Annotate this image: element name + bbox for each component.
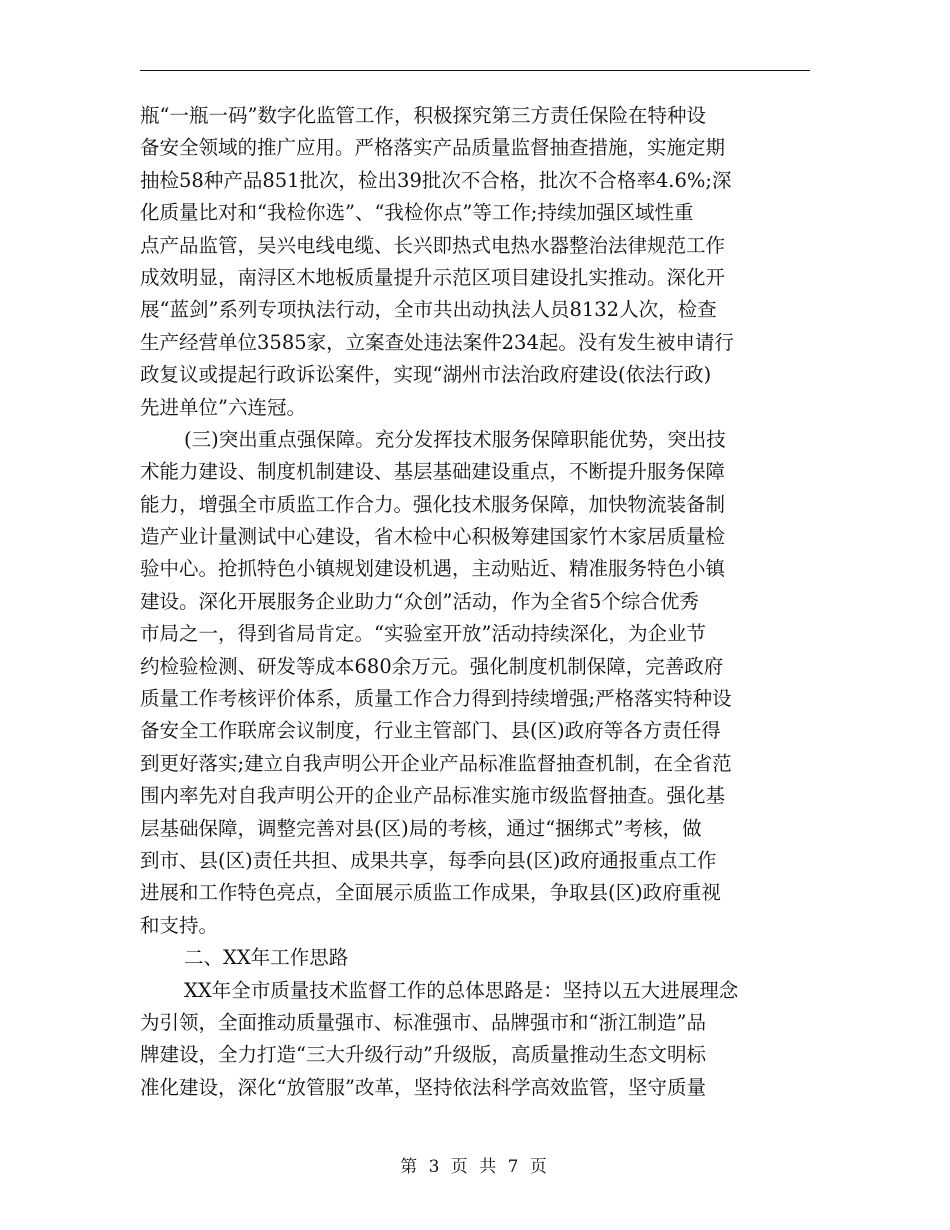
text-line: 能力，增强全市质监工作合力。强化技术服务保障，加快物流装备制: [140, 492, 726, 516]
text-line: 进展和工作特色亮点，全面展示质监工作成果，争取县(区)政府重视: [140, 881, 721, 905]
text-line: 抽检58种产品851批次，检出39批次不合格，批次不合格率4.6%;深: [140, 168, 732, 192]
text-line: 化质量比对和“我检你选”、“我检你点”等工作;持续加强区域性重: [140, 201, 694, 225]
text-line: 为引领，全面推动质量强市、标准强市、品牌强市和“浙江制造”品: [140, 1010, 706, 1034]
text-line: 瓶“一瓶一码”数字化监管工作，积极探究第三方责任保险在特种设: [140, 104, 706, 127]
header-rule: [140, 70, 810, 71]
text-line: 市局之一，得到省局肯定。“实验室开放”活动持续深化，为企业节: [140, 622, 706, 646]
text-line: 层基础保障，调整完善对县(区)局的考核，通过“捆绑式”考核，做: [140, 816, 702, 840]
text-line: 到更好落实;建立自我声明公开企业产品标准监督抽查机制，在全省范: [140, 751, 732, 775]
text-line: 二、XX年工作思路: [184, 946, 349, 970]
text-line: 牌建设，全力打造“三大升级行动”升级版，高质量推动生态文明标: [140, 1043, 706, 1067]
text-line: 先进单位”六连冠。: [140, 395, 306, 419]
text-line: 政复议或提起行政诉讼案件，实现“湖州市法治政府建设(依法行政): [140, 363, 712, 387]
text-line: 验中心。抢抓特色小镇规划建设机遇，主动贴近、精准服务特色小镇: [140, 557, 726, 581]
text-line: 点产品监管，吴兴电线电缆、长兴即热式电热水器整治法律规范工作: [140, 233, 726, 257]
text-line: 生产经营单位3585家，立案查处违法案件234起。没有发生被申请行: [140, 330, 734, 354]
text-line: 和支持。: [140, 913, 219, 937]
text-line: 备安全领域的推广应用。严格落实产品质量监督抽查措施，实施定期: [140, 136, 726, 160]
text-line: 造产业计量测试中心建设，省木检中心积极筹建国家竹木家居质量检: [140, 525, 726, 549]
text-line: 成效明显，南浔区木地板质量提升示范区项目建设扎实推动。深化开: [140, 265, 726, 289]
text-line: 到市、县(区)责任共担、成果共享，每季向县(区)政府通报重点工作: [140, 848, 717, 872]
text-line: 建设。深化开展服务企业助力“众创”活动，作为全省5个综合优秀: [140, 589, 699, 613]
text-line: 准化建设，深化“放管服”改革，坚持依法科学高效监管，坚守质量: [140, 1075, 706, 1099]
text-line: 质量工作考核评价体系，质量工作合力得到持续增强;严格落实特种设: [140, 687, 732, 711]
text-line: 术能力建设、制度机制建设、基层基础建设重点，不断提升服务保障: [140, 460, 726, 484]
text-line: 备安全工作联席会议制度，行业主管部门、县(区)政府等各方责任得: [140, 719, 721, 743]
text-line: 约检验检测、研发等成本680余万元。强化制度机制保障，完善政府: [140, 654, 724, 678]
text-line: 围内率先对自我声明公开的企业产品标准实施市级监督抽查。强化基: [140, 784, 726, 808]
document-body: [140, 100, 810, 1104]
text-line: 展“蓝剑”系列专项执法行动，全市共出动执法人员8132人次，检查: [140, 298, 717, 322]
page-footer: 第 3 页 共 7 页: [400, 1157, 550, 1177]
text-line: XX年全市质量技术监督工作的总体思路是：坚持以五大进展理念: [184, 978, 739, 1002]
text-line: (三)突出重点强保障。充分发挥技术服务保障职能优势，突出技: [184, 427, 726, 451]
